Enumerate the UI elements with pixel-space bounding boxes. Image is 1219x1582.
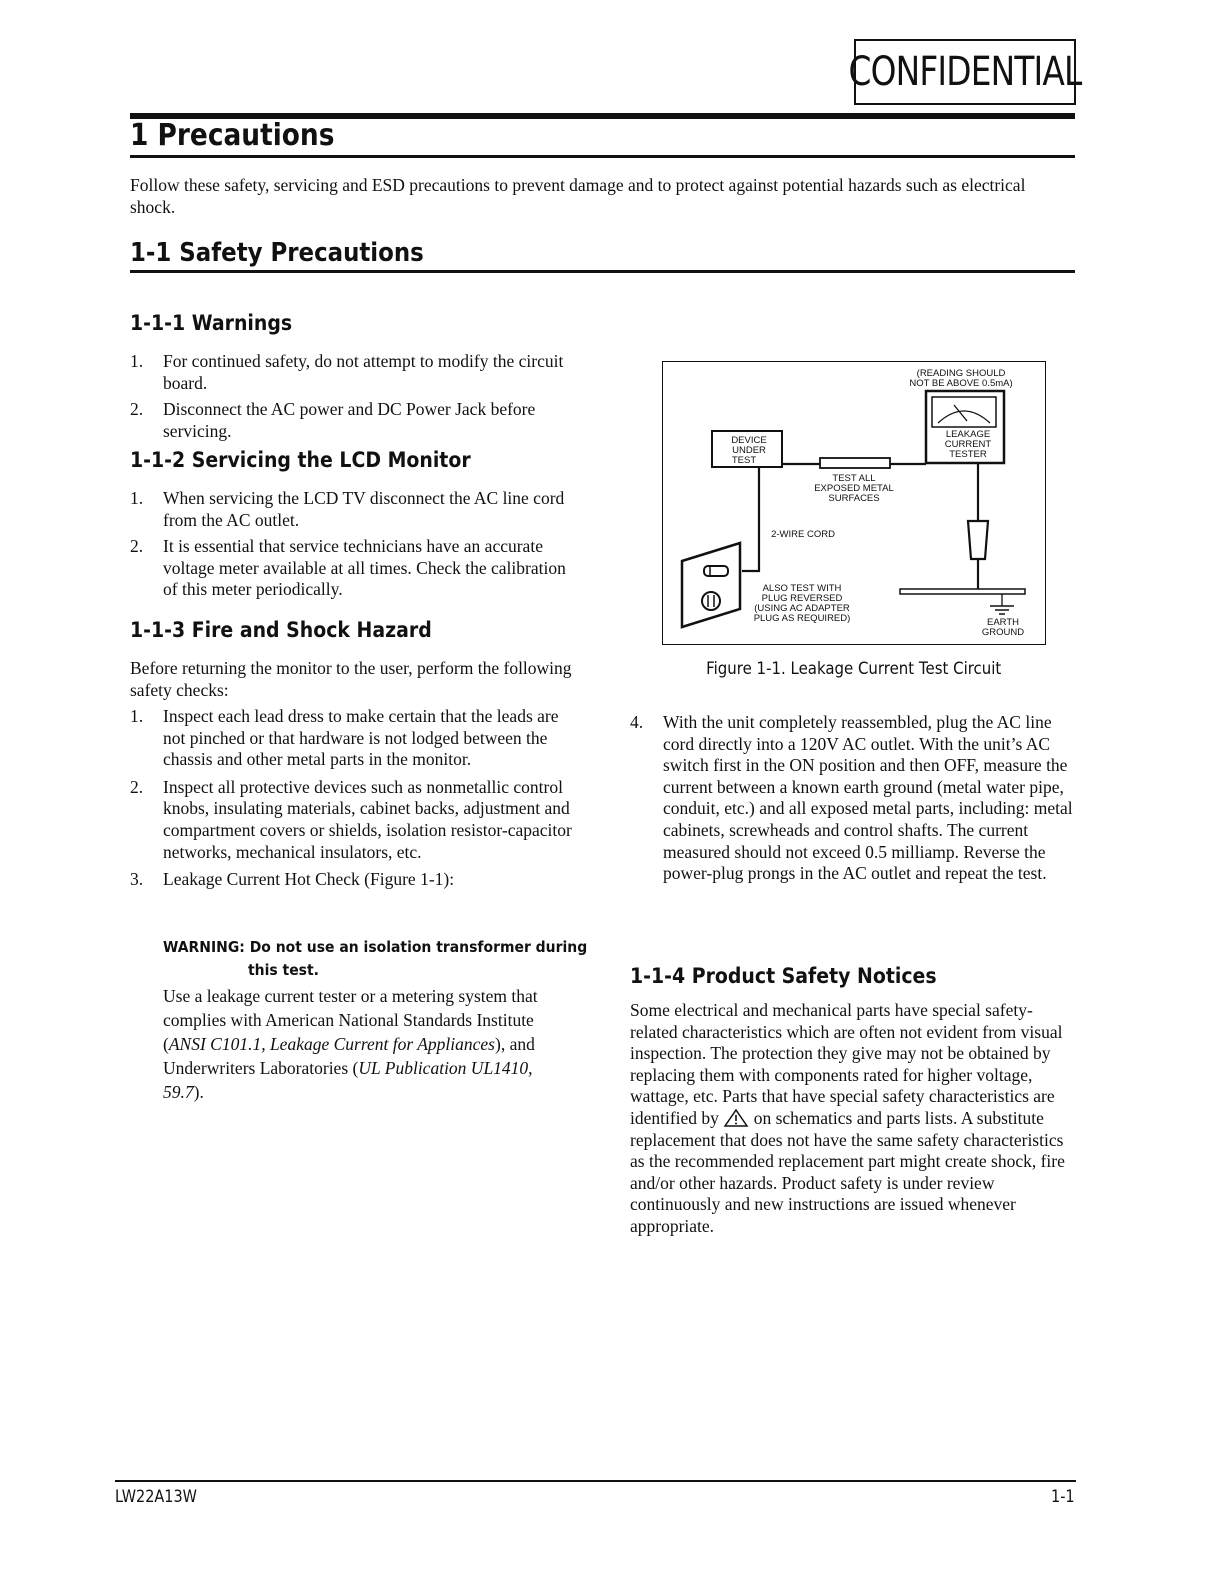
footer-page-number: 1-1	[1051, 1487, 1075, 1507]
also-test-label: ALSO TEST WITH	[762, 582, 841, 594]
plug-icon	[704, 566, 728, 576]
list-item: 3. Leakage Current Hot Check (Figure 1-1):	[130, 869, 455, 890]
chapter-title: 1 Precautions	[130, 118, 335, 153]
device-label: UNDER	[731, 444, 766, 456]
section-rule	[130, 270, 1075, 273]
chapter-intro: Follow these safety, servicing and ESD precautions to prevent damage and to protect against potential hazards such as electrical shock.	[130, 175, 1026, 217]
list-item: 2. Inspect all protective devices such as nonmetallic control knobs, insulating materials, cabinet backs, adjustment and compartment covers or shields, isolation resistor-capacitor networks, mechanical insulators, etc.	[130, 776, 572, 862]
confidential-stamp: CONFIDENTIAL	[854, 39, 1076, 105]
test-all-label: EXPOSED METAL	[813, 482, 894, 494]
warning-line: WARNING: Do not use an isolation transformer during	[163, 938, 588, 956]
probe-clip-icon	[968, 521, 988, 559]
earth-label: GROUND	[981, 626, 1024, 638]
list-item: 1. Inspect each lead dress to make certain that the leads are not pinched or that hardware is not lodged between the chassis and other metal parts in the monitor.	[130, 706, 559, 770]
device-label: TEST	[731, 454, 756, 466]
servicing-title: 1-1-2 Servicing the LCD Monitor	[130, 448, 471, 472]
cord-label: 2-WIRE CORD	[770, 528, 835, 540]
meter-icon	[932, 397, 996, 427]
notices-title: 1-1-4 Product Safety Notices	[630, 964, 937, 988]
list-item: 4. With the unit completely reassembled, plug the AC line cord directly into a 120V AC outlet. With the unit’s AC switch first in the ON position and then OFF, measure the current between a known earth ground (metal water pipe, conduit, etc.) and all exposed metal parts, including: metal cabinets, screwheads and control shafts. The current measured should not exceed 0.5 milliamp. Reverse the power-plug prongs in the AC outlet and repeat the test.	[630, 712, 1073, 884]
also-test-label: (USING AC ADAPTER	[753, 602, 850, 614]
list-item: 2. It is essential that service technicians have an accurate voltage meter available at all times. Check the calibration of this meter periodically.	[130, 536, 566, 600]
warnings-title: 1-1-1 Warnings	[130, 311, 293, 335]
also-test-label: PLUG REVERSED	[761, 592, 842, 604]
fire-title: 1-1-3 Fire and Shock Hazard	[130, 618, 432, 642]
notices-text: Some electrical and mechanical parts have special safety-related characteristics which are often not evident from visual inspection. The protection they give may not be obtained by replacing them with components rated for higher voltage, wattage, etc. Parts that have special safety characteristics are identified by on schematics and parts lists. A substitute replacement that does not have the same safety characteristics as the recommended replacement part might create shock, fire and/or other hazards. Product safety is under review continuously and new instructions are issued whenever appropriate.	[630, 1000, 1065, 1236]
warnings-list	[130, 351, 575, 447]
wall-outlet-icon	[682, 543, 740, 627]
reading-label: NOT BE ABOVE 0.5mA)	[908, 377, 1013, 389]
test-all-label: TEST ALL	[831, 472, 876, 484]
list-item: 1. For continued safety, do not attempt to modify the circuit board.	[130, 351, 564, 393]
circuit-diagram	[662, 361, 1046, 645]
also-test-label: PLUG AS REQUIRED)	[753, 612, 850, 624]
socket-icon	[702, 592, 720, 610]
figure-caption: Figure 1-1. Leakage Current Test Circuit	[706, 659, 1002, 679]
warning-triangle-icon	[723, 1109, 749, 1127]
warning-line: this test.	[248, 961, 319, 979]
list-item: 1. When servicing the LCD TV disconnect the AC line cord from the AC outlet.	[130, 488, 565, 530]
test-all-label: SURFACES	[827, 492, 880, 504]
footer-rule	[115, 1480, 1076, 1482]
leakage-standards-text: Use a leakage current tester or a metering system that complies with American National Standards Institute (ANSI C101.1, Leakage Current for Appliances), and Underwriters Laboratories (UL Publication UL1410, 59.7).	[163, 986, 538, 1102]
footer-model: LW22A13W	[115, 1487, 197, 1507]
metal-pipe	[900, 589, 1025, 594]
device-label: DEVICE	[730, 434, 767, 446]
tester-label: LEAKAGE	[945, 428, 990, 440]
fire-intro: Before returning the monitor to the user, perform the following safety checks:	[130, 658, 572, 700]
servicing-list	[130, 488, 575, 606]
fire-list	[130, 706, 578, 891]
tester-label: CURRENT	[944, 438, 991, 450]
leakage-test-figure	[662, 361, 1046, 645]
reading-label: (READING SHOULD	[916, 367, 1005, 379]
list-item: 2. Disconnect the AC power and DC Power Jack before servicing.	[130, 399, 536, 441]
test-probe	[820, 458, 890, 468]
section-title: 1-1 Safety Precautions	[130, 238, 424, 268]
fire-list-continued	[630, 712, 1075, 890]
chapter-bottom-rule	[130, 155, 1075, 158]
earth-label: EARTH	[986, 616, 1019, 628]
tester-label: TESTER	[948, 448, 987, 460]
